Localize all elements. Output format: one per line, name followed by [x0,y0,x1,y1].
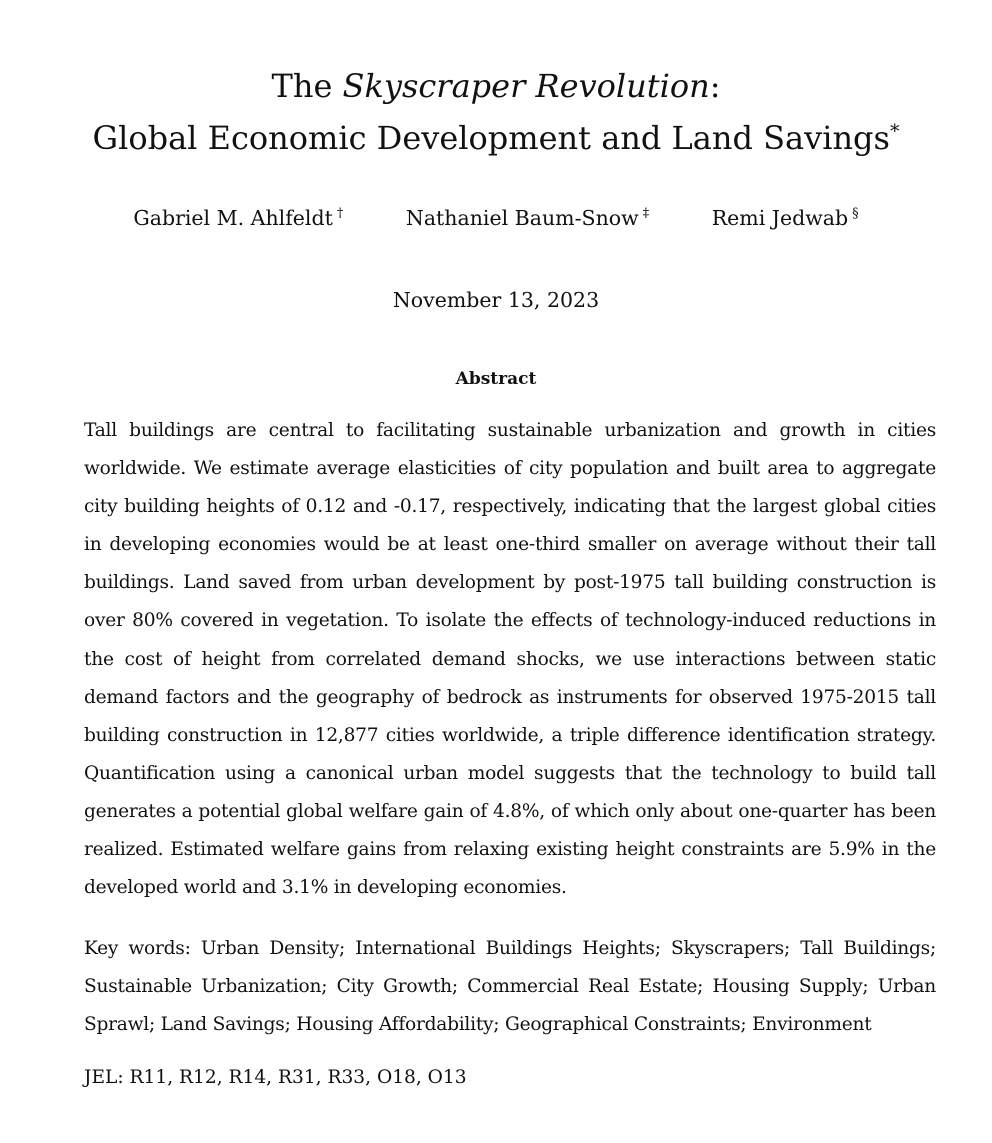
paper-date: November 13, 2023 [392,288,600,312]
keywords: Key words: Urban Density; International Buildings Heights; Skyscrapers; Tall Buildings; Sustainable Urbanization; City Growth; Commercial Real Estate; Housing Supply; Urban Sprawl; Land Savings; Housing Affordability; Geographical Constraints; Environment [84,938,936,1035]
author-footnote-mark: § [852,206,859,222]
author-name: Gabriel M. Ahlfeldt [133,206,333,230]
title-line-2-text: Global Economic Development and Land Savings [92,119,890,157]
paper-title [0,60,992,164]
author [133,206,343,230]
author-list [0,206,992,230]
title-line-1 [271,67,720,105]
jel-codes: JEL: R11, R12, R14, R31, R33, O18, O13 [84,1067,467,1088]
abstract-heading: Abstract [455,369,537,389]
title-italic: Skyscraper Revolution [342,67,710,105]
author-name: Remi Jedwab [711,206,849,230]
title-footnote-mark: * [889,120,900,143]
author [712,206,859,230]
author-footnote-mark: † [336,206,344,222]
title-line-2 [0,112,992,164]
title-suffix: : [709,67,721,105]
title-prefix: The [271,67,343,105]
abstract-text: Tall buildings are central to facilitating sustainable urbanization and growth in cities worldwide. We estimate average elasticities of city population and built area to aggregate city building heights of 0.12 and -0.17, respectively, indicating that the largest global cities in developing economies would be at least one-third smaller on average without their tall buildings. Land saved from urban development by post-1975 tall building construction is over 80% covered in vegetation. To isolate the effects of technology-induced reductions in the cost of height from correlated demand shocks, we use interactions between static demand factors and the geography of bedrock as instruments for observed 1975-2015 tall building construction in 12,877 cities worldwide, a triple difference identification strategy. Quantification using a canonical urban model suggests that the technology to build tall generates a potential global welfare gain of 4.8%, of which only about one-quarter has been realized. Estimated welfare gains from relaxing existing height constraints are 5.9% in the developed world and 3.1% in developing economies. [84,420,936,899]
author-footnote-mark: ‡ [642,206,650,222]
author-name: Nathaniel Baum-Snow [405,206,639,230]
author [406,206,649,230]
